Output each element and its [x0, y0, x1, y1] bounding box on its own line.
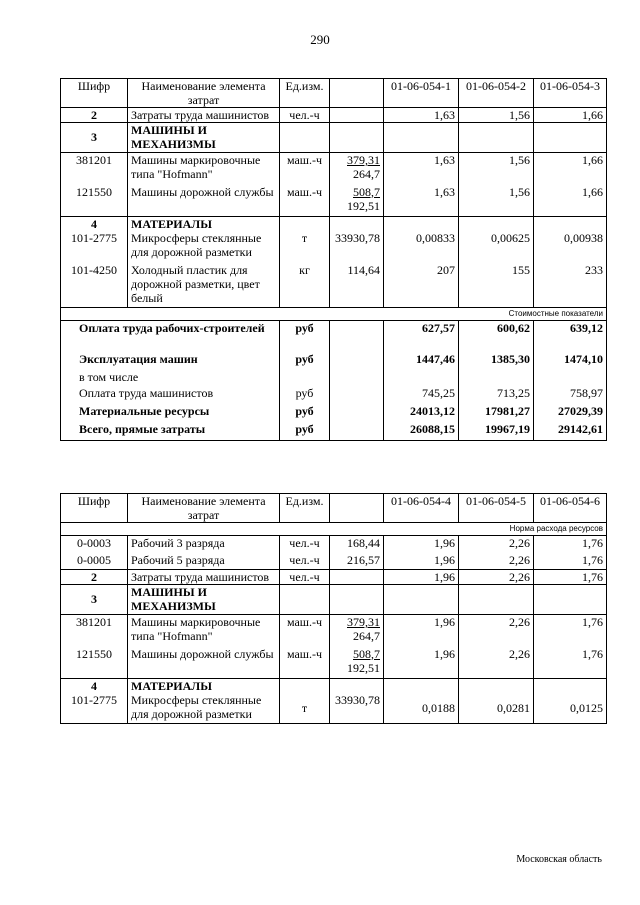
- empty-cell: [280, 217, 330, 232]
- row-value: 1,63: [384, 108, 459, 123]
- row-value: 0,00625: [459, 231, 534, 263]
- summary-value: 1474,10: [534, 352, 607, 370]
- row-code: 101-2775: [61, 231, 128, 263]
- section-code: 3: [61, 585, 128, 615]
- empty-cell: [280, 123, 330, 153]
- price-total: 508,7: [353, 646, 380, 661]
- row-name: Рабочий 5 разряда: [128, 553, 280, 570]
- summary-name: Эксплуатация машин: [61, 352, 280, 370]
- row-price: 114,64: [330, 263, 384, 307]
- row-value: 2,26: [459, 570, 534, 585]
- summary-value: 27029,39: [534, 404, 607, 422]
- empty-cell: [330, 370, 384, 386]
- table-row: [61, 536, 607, 553]
- summary-value: 639,12: [534, 320, 607, 352]
- empty-cell: [534, 370, 607, 386]
- summary-name: Материальные ресурсы: [61, 404, 280, 422]
- table-row: [61, 153, 607, 185]
- row-price: 168,44: [330, 536, 384, 553]
- table-row: [61, 108, 607, 123]
- row-name: Затраты труда машинистов: [128, 570, 280, 585]
- cost-table-1: [60, 78, 607, 441]
- cost-header-row: [61, 307, 607, 320]
- section-title: МАТЕРИАЛЫ: [128, 217, 280, 232]
- summary-name: в том числе: [61, 370, 280, 386]
- row-value: 1,63: [384, 153, 459, 185]
- empty-cell: [280, 585, 330, 615]
- row-name: Машины дорожной службы: [128, 185, 280, 217]
- row-value: 1,96: [384, 553, 459, 570]
- row-price: [330, 108, 384, 123]
- norm-label: Норма расхода ресурсов: [61, 523, 607, 536]
- row-value: 1,56: [459, 108, 534, 123]
- header-col-1: 01-06-054-1: [384, 79, 459, 108]
- empty-cell: [330, 422, 384, 440]
- row-value: 1,96: [384, 536, 459, 553]
- section-title: МАШИНЫ И МЕХАНИЗМЫ: [128, 585, 280, 615]
- row-name: Рабочий 3 разряда: [128, 536, 280, 553]
- empty-cell: [534, 217, 607, 232]
- table-header-row: [61, 494, 607, 523]
- row-value: 1,66: [534, 108, 607, 123]
- empty-cell: [384, 217, 459, 232]
- section-row: [61, 585, 607, 615]
- empty-cell: [459, 585, 534, 615]
- row-code: 121550: [61, 647, 128, 679]
- summary-unit: руб: [280, 320, 330, 352]
- table-row: [61, 693, 607, 723]
- table-header-row: [61, 79, 607, 108]
- header-unit: Ед.изм.: [280, 494, 330, 523]
- empty-cell: [459, 123, 534, 153]
- price-total: 508,7: [353, 184, 380, 199]
- summary-unit: руб: [280, 404, 330, 422]
- summary-value: 24013,12: [384, 404, 459, 422]
- empty-cell: [459, 217, 534, 232]
- summary-row: [61, 386, 607, 404]
- empty-cell: [330, 386, 384, 404]
- row-value: 0,0125: [534, 693, 607, 723]
- empty-cell: [280, 679, 330, 694]
- row-value: 2,26: [459, 647, 534, 679]
- row-value: 0,00938: [534, 231, 607, 263]
- empty-cell: [280, 370, 330, 386]
- row-value: 1,96: [384, 647, 459, 679]
- header-code: Шифр: [61, 494, 128, 523]
- row-name: Машины дорожной службы: [128, 647, 280, 679]
- section-code: 4: [61, 217, 128, 232]
- row-unit: маш.-ч: [280, 615, 330, 647]
- section-row: [61, 217, 607, 232]
- row-name: Микросферы стеклянные для дорожной разметки: [128, 231, 280, 263]
- row-price: 216,57: [330, 553, 384, 570]
- header-unit: Ед.изм.: [280, 79, 330, 108]
- row-code: 0-0005: [61, 553, 128, 570]
- summary-value: 19967,19: [459, 422, 534, 440]
- page-number: 290: [310, 32, 330, 47]
- empty-cell: [384, 679, 459, 694]
- summary-unit: руб: [280, 352, 330, 370]
- header-col-3: 01-06-054-6: [534, 494, 607, 523]
- row-code: 2: [61, 108, 128, 123]
- empty-cell: [459, 370, 534, 386]
- price-wage: 264,7: [353, 167, 380, 181]
- price-wage: 264,7: [353, 629, 380, 643]
- row-unit: чел.-ч: [280, 108, 330, 123]
- summary-value: 1385,30: [459, 352, 534, 370]
- header-code: Шифр: [61, 79, 128, 108]
- table-row: [61, 570, 607, 585]
- row-name: Машины маркировочные типа "Hofmann": [128, 153, 280, 185]
- empty-cell: [330, 585, 384, 615]
- price-total: 379,31: [347, 153, 380, 167]
- row-unit: чел.-ч: [280, 570, 330, 585]
- table-row: [61, 185, 607, 217]
- row-value: 1,76: [534, 647, 607, 679]
- empty-cell: [384, 123, 459, 153]
- summary-row: [61, 352, 607, 370]
- row-unit: маш.-ч: [280, 153, 330, 185]
- header-price: [330, 494, 384, 523]
- row-value: 1,96: [384, 570, 459, 585]
- header-col-1: 01-06-054-4: [384, 494, 459, 523]
- cost-indicators-label: Стоимостные показатели: [61, 307, 607, 320]
- empty-cell: [330, 404, 384, 422]
- empty-cell: [330, 679, 384, 694]
- row-name: Затраты труда машинистов: [128, 108, 280, 123]
- row-value: 1,76: [534, 553, 607, 570]
- summary-value: 1447,46: [384, 352, 459, 370]
- table-row: [61, 553, 607, 570]
- cost-table-2: [60, 493, 607, 724]
- row-value: 0,0188: [384, 693, 459, 723]
- summary-name: Оплата труда рабочих-строителей: [61, 320, 280, 352]
- empty-cell: [384, 370, 459, 386]
- table-row: [61, 615, 607, 647]
- row-price: [330, 615, 384, 647]
- row-price: 33930,78: [330, 693, 384, 723]
- row-name: Микросферы стеклянные для дорожной разметки: [128, 693, 280, 723]
- empty-cell: [330, 352, 384, 370]
- summary-row: [61, 422, 607, 440]
- row-value: 0,00833: [384, 231, 459, 263]
- section-row: [61, 123, 607, 153]
- summary-unit: руб: [280, 422, 330, 440]
- summary-value: 627,57: [384, 320, 459, 352]
- row-code: 381201: [61, 153, 128, 185]
- row-value: 1,56: [459, 185, 534, 217]
- empty-cell: [330, 217, 384, 232]
- row-code: 121550: [61, 185, 128, 217]
- price-wage: 192,51: [347, 198, 380, 213]
- row-value: 155: [459, 263, 534, 307]
- empty-cell: [330, 123, 384, 153]
- row-price: [330, 647, 384, 679]
- row-value: 0,0281: [459, 693, 534, 723]
- section-row: [61, 679, 607, 694]
- row-unit: кг: [280, 263, 330, 307]
- row-value: 1,96: [384, 615, 459, 647]
- header-col-2: 01-06-054-2: [459, 79, 534, 108]
- table-row: [61, 231, 607, 263]
- row-value: 2,26: [459, 536, 534, 553]
- header-col-3: 01-06-054-3: [534, 79, 607, 108]
- row-code: 0-0003: [61, 536, 128, 553]
- section-title: МАТЕРИАЛЫ: [128, 679, 280, 694]
- row-name: Холодный пластик для дорожной разметки, цвет белый: [128, 263, 280, 307]
- row-code: 381201: [61, 615, 128, 647]
- row-code: 101-2775: [61, 693, 128, 723]
- empty-cell: [534, 585, 607, 615]
- row-unit: чел.-ч: [280, 536, 330, 553]
- row-code: 101-4250: [61, 263, 128, 307]
- row-unit: т: [280, 231, 330, 263]
- table-row: [61, 647, 607, 679]
- footer-region: Московская область: [516, 854, 602, 865]
- row-value: 233: [534, 263, 607, 307]
- summary-row: [61, 320, 607, 352]
- section-title: МАШИНЫ И МЕХАНИЗМЫ: [128, 123, 280, 153]
- empty-cell: [534, 123, 607, 153]
- row-code: 2: [61, 570, 128, 585]
- empty-cell: [459, 679, 534, 694]
- summary-value: 17981,27: [459, 404, 534, 422]
- row-price: [330, 185, 384, 217]
- empty-cell: [384, 585, 459, 615]
- price-wage: 192,51: [347, 660, 380, 675]
- row-price: [330, 153, 384, 185]
- row-unit: маш.-ч: [280, 647, 330, 679]
- row-value: 2,26: [459, 615, 534, 647]
- summary-value: 758,97: [534, 386, 607, 404]
- row-unit: чел.-ч: [280, 553, 330, 570]
- row-value: 1,63: [384, 185, 459, 217]
- row-price: 33930,78: [330, 231, 384, 263]
- empty-cell: [534, 679, 607, 694]
- row-value: 1,56: [459, 153, 534, 185]
- header-price: [330, 79, 384, 108]
- summary-value: 745,25: [384, 386, 459, 404]
- price-total: 379,31: [347, 615, 380, 629]
- row-unit: т: [280, 693, 330, 723]
- summary-value: 713,25: [459, 386, 534, 404]
- row-value: 1,76: [534, 615, 607, 647]
- norm-header-row: [61, 523, 607, 536]
- row-value: 1,66: [534, 153, 607, 185]
- row-name: Машины маркировочные типа "Hofmann": [128, 615, 280, 647]
- summary-name: Всего, прямые затраты: [61, 422, 280, 440]
- summary-row: [61, 404, 607, 422]
- row-value: 1,76: [534, 570, 607, 585]
- header-name: Наименование элемента затрат: [128, 494, 280, 523]
- section-code: 3: [61, 123, 128, 153]
- summary-row: [61, 370, 607, 386]
- row-value: 1,76: [534, 536, 607, 553]
- empty-cell: [330, 320, 384, 352]
- table-row: [61, 263, 607, 307]
- summary-value: 26088,15: [384, 422, 459, 440]
- summary-name: Оплата труда машинистов: [61, 386, 280, 404]
- header-name: Наименование элемента затрат: [128, 79, 280, 108]
- summary-unit: руб: [280, 386, 330, 404]
- header-col-2: 01-06-054-5: [459, 494, 534, 523]
- summary-value: 29142,61: [534, 422, 607, 440]
- row-unit: маш.-ч: [280, 185, 330, 217]
- summary-value: 600,62: [459, 320, 534, 352]
- row-value: 1,66: [534, 185, 607, 217]
- section-code: 4: [61, 679, 128, 694]
- row-value: 207: [384, 263, 459, 307]
- row-value: 2,26: [459, 553, 534, 570]
- row-price: [330, 570, 384, 585]
